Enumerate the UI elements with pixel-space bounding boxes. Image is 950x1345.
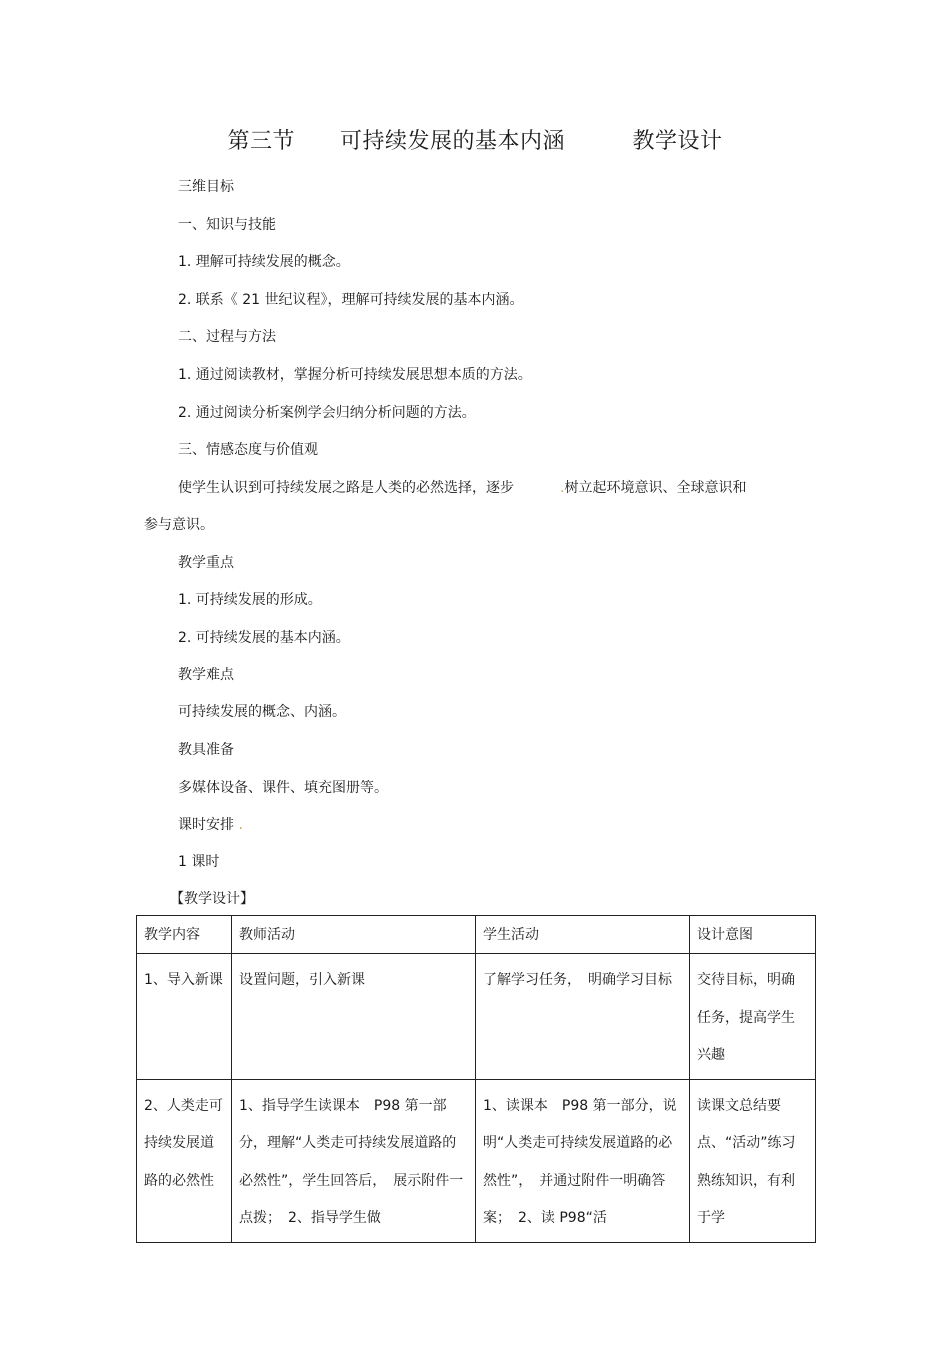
- difficulties-heading: 教学难点: [178, 667, 234, 683]
- difficulties-text: 可持续发展的概念、内涵。: [178, 704, 346, 720]
- table-cell: 了解学习任务， 明确学习目标: [476, 954, 690, 1080]
- emotion-paragraph-line-1: 使学生认识到可持续发展之路是人类的必然选择，逐步 .树立起环境意识、全球意识和: [178, 480, 747, 496]
- knowledge-item-1: 1. 理解可持续发展的概念。: [178, 254, 350, 270]
- header-cell-teacher: 教师活动: [232, 916, 476, 954]
- emotion-heading: 三、情感态度与价值观: [178, 442, 318, 458]
- tools-text: 多媒体设备、课件、填充图册等。: [178, 780, 388, 796]
- knowledge-heading: 一、知识与技能: [178, 217, 276, 233]
- process-item-1: 1. 通过阅读教材，掌握分析可持续发展思想本质的方法。: [178, 367, 532, 383]
- table-cell: 读课文总结要点、“活动”练习熟练知识，有利于学: [690, 1079, 816, 1242]
- key-point-2: 2. 可持续发展的基本内涵。: [178, 630, 350, 646]
- table-cell: 交待目标，明确任务，提高学生兴趣: [690, 954, 816, 1080]
- process-item-2: 2. 通过阅读分析案例学会归纳分析问题的方法。: [178, 405, 476, 421]
- header-cell-content: 教学内容: [137, 916, 232, 954]
- tools-heading: 教具准备: [178, 742, 234, 758]
- process-heading: 二、过程与方法: [178, 329, 276, 345]
- schedule-text: 1 课时: [178, 854, 220, 870]
- emotion-text-part-1: 使学生认识到可持续发展之路是人类的必然选择，逐步: [178, 480, 514, 496]
- document-title: 第三节 可持续发展的基本内涵 教学设计: [227, 129, 723, 154]
- table-cell: 设置问题，引入新课: [232, 954, 476, 1080]
- table-row: [137, 954, 816, 1080]
- emotion-paragraph-line-2: 参与意识。: [144, 517, 214, 533]
- table-cell: 1、指导学生读课本 P98 第一部分，理解“人类走可持续发展道路的必然性”，学生回答后， 展示附件一点拨； 2、指导学生做: [232, 1079, 476, 1242]
- table-cell: 1、读课本 P98 第一部分，说明“人类走可持续发展道路的必然性”， 并通过附件一明确答案； 2、读 P98“活: [476, 1079, 690, 1242]
- emotion-text-part-2: 树立起环境意识、全球意识和: [564, 480, 747, 496]
- key-point-1: 1. 可持续发展的形成。: [178, 592, 322, 608]
- design-heading: 【教学设计】: [170, 891, 254, 907]
- schedule-heading: 课时安排 .: [178, 817, 243, 833]
- header-cell-intent: 设计意图: [690, 916, 816, 954]
- table-cell: 2、人类走可持续发展道路的必然性: [137, 1079, 232, 1242]
- objectives-heading: 三维目标: [178, 179, 234, 195]
- teaching-design-table: [136, 915, 816, 1243]
- header-cell-student: 学生活动: [476, 916, 690, 954]
- key-points-heading: 教学重点: [178, 555, 234, 571]
- knowledge-item-2: 2. 联系《 21 世纪议程》，理解可持续发展的基本内涵。: [178, 292, 524, 308]
- table-row: [137, 1079, 816, 1242]
- table-header-row: [137, 916, 816, 954]
- table-cell: 1、导入新课: [137, 954, 232, 1080]
